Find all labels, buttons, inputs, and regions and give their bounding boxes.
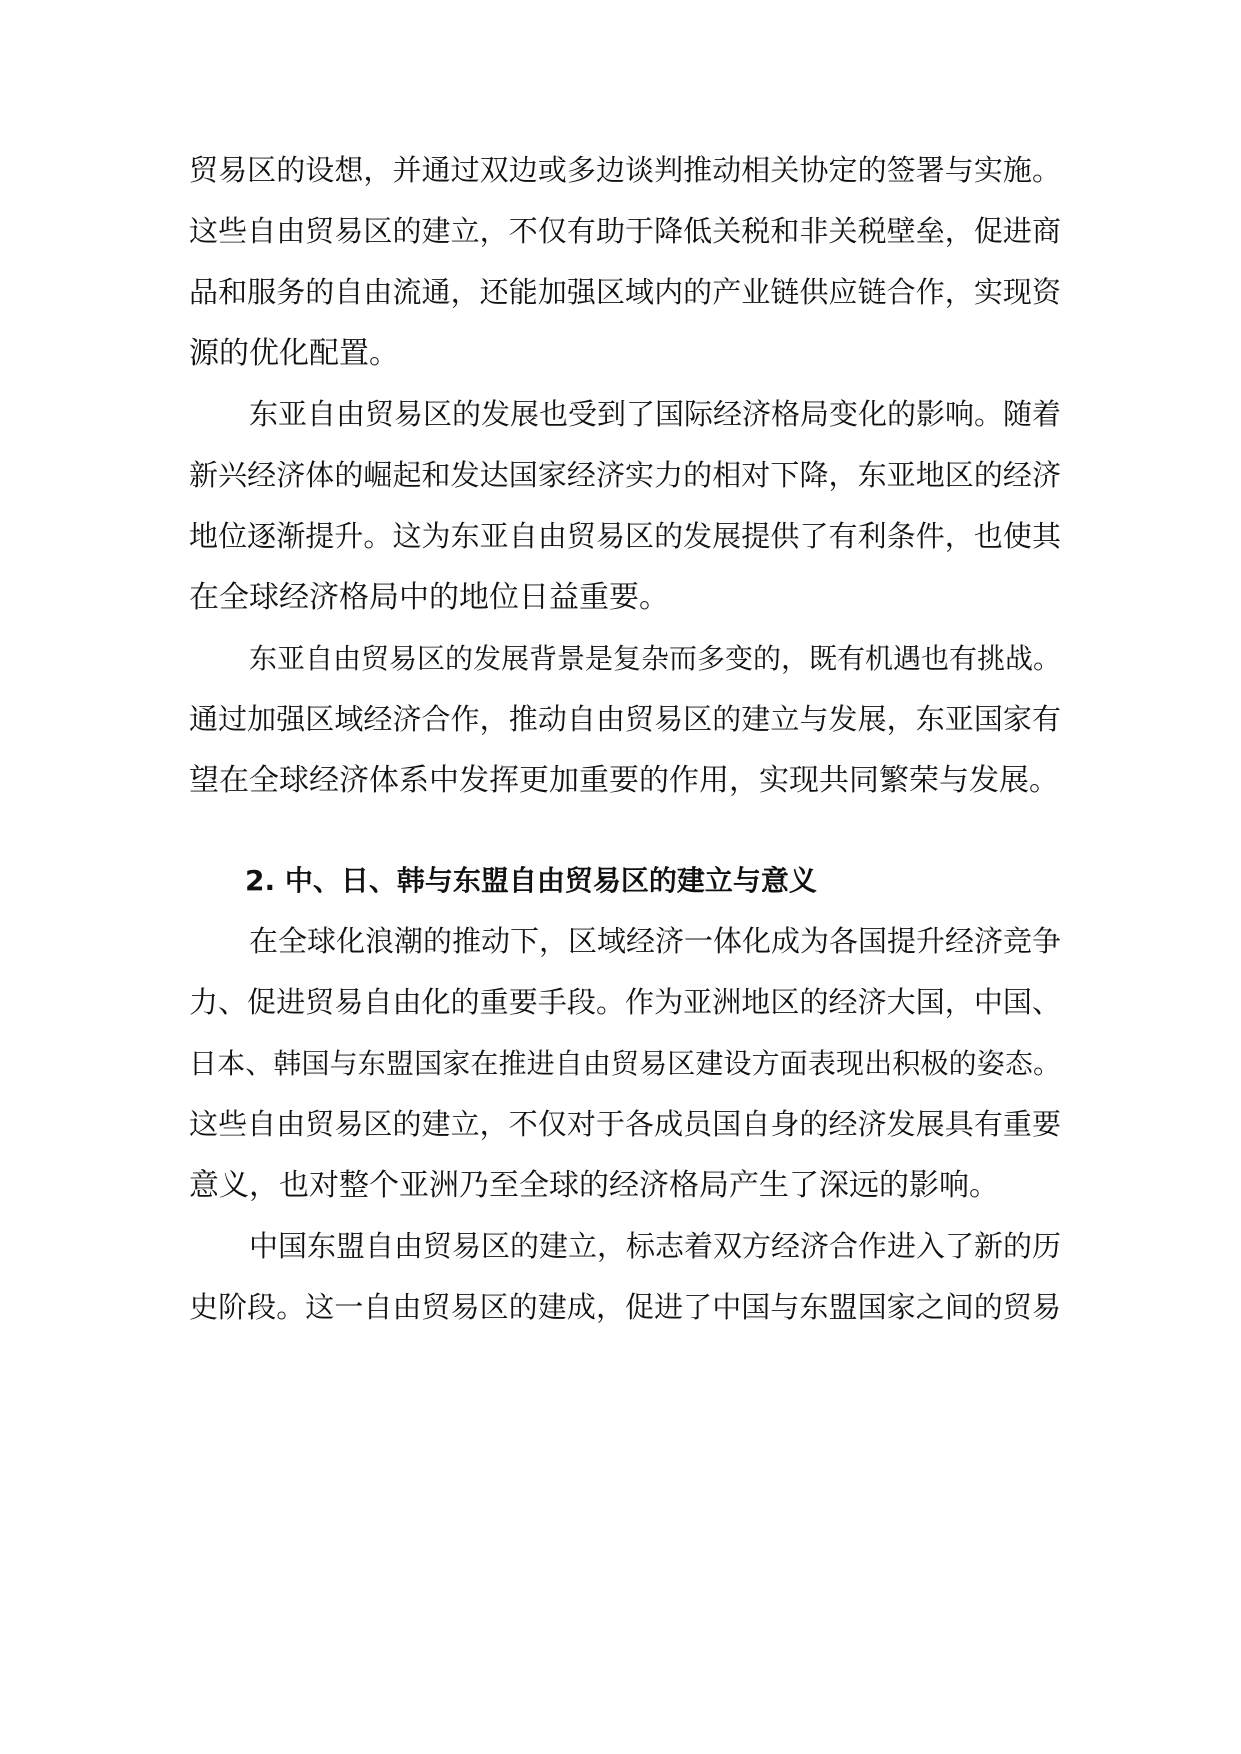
text-line: 日本、韩国与东盟国家在推进自由贸易区建设方面表现出积极的姿态。 bbox=[189, 1047, 1061, 1080]
section-heading: 2. 中、日、韩与东盟自由贸易区的建立与意义 bbox=[245, 864, 817, 897]
text-line: 意义，也对整个亚洲乃至全球的经济格局产生了深远的影响。 bbox=[189, 1168, 999, 1203]
text-line: 源的优化配置。 bbox=[189, 336, 399, 371]
text-line: 这些自由贸易区的建立，不仅有助于降低关税和非关税壁垒，促进商 bbox=[189, 214, 1061, 248]
paragraph bbox=[189, 140, 1061, 384]
text-line: 新兴经济体的崛起和发达国家经济实力的相对下降，东亚地区的经济 bbox=[189, 458, 1061, 492]
text-line: 品和服务的自由流通，还能加强区域内的产业链供应链合作，实现资 bbox=[189, 275, 1061, 309]
text-line: 中国东盟自由贸易区的建立，标志着双方经济合作进入了新的历 bbox=[249, 1229, 1062, 1263]
text-line: 在全球化浪潮的推动下，区域经济一体化成为各国提升经济竞争 bbox=[249, 924, 1062, 958]
paragraph bbox=[189, 384, 1061, 628]
text-line: 在全球经济格局中的地位日益重要。 bbox=[189, 580, 669, 615]
paragraph bbox=[189, 1216, 1061, 1338]
paragraph bbox=[189, 911, 1061, 1216]
text-line: 贸易区的设想，并通过双边或多边谈判推动相关协定的签署与实施。 bbox=[189, 153, 1061, 187]
body-text bbox=[189, 140, 1061, 1338]
text-line: 地位逐渐提升。这为东亚自由贸易区的发展提供了有利条件，也使其 bbox=[189, 519, 1061, 553]
text-line: 望在全球经济体系中发挥更加重要的作用，实现共同繁荣与发展。 bbox=[189, 763, 1059, 798]
paragraph bbox=[189, 628, 1061, 811]
text-line: 东亚自由贸易区的发展背景是复杂而多变的，既有机遇也有挑战。 bbox=[249, 642, 1062, 675]
text-line: 力、促进贸易自由化的重要手段。作为亚洲地区的经济大国，中国、 bbox=[189, 985, 1061, 1019]
text-line: 东亚自由贸易区的发展也受到了国际经济格局变化的影响。随着 bbox=[249, 397, 1062, 431]
text-line: 通过加强区域经济合作，推动自由贸易区的建立与发展，东亚国家有 bbox=[189, 702, 1061, 736]
text-line: 这些自由贸易区的建立，不仅对于各成员国自身的经济发展具有重要 bbox=[189, 1107, 1061, 1141]
text-line: 史阶段。这一自由贸易区的建成，促进了中国与东盟国家之间的贸易 bbox=[189, 1290, 1061, 1324]
